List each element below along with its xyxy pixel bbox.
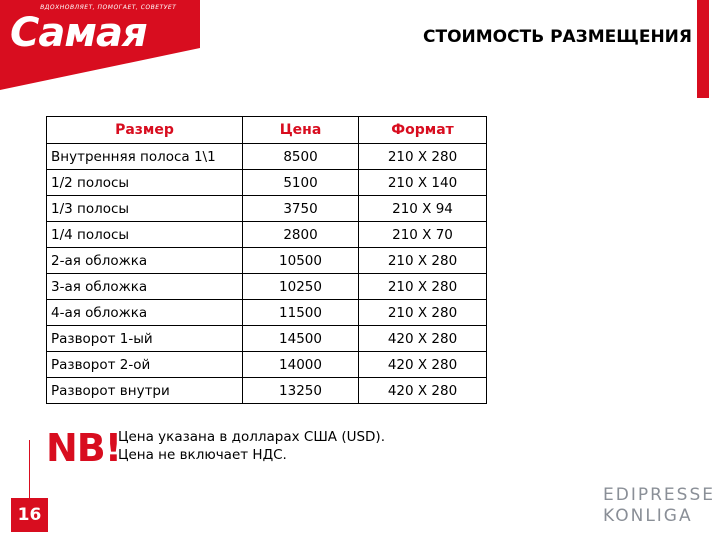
cell-price: 14500: [243, 326, 359, 352]
cell-price: 11500: [243, 300, 359, 326]
cell-price: 10250: [243, 274, 359, 300]
cell-price: 10500: [243, 248, 359, 274]
table-row: [47, 274, 487, 300]
column-header-price: Цена: [243, 117, 359, 144]
table-row: [47, 326, 487, 352]
cell-size: 4-ая обложка: [47, 300, 243, 326]
brand-logo: Самая: [10, 10, 147, 56]
cell-format: 210 X 280: [359, 248, 487, 274]
cell-price: 8500: [243, 144, 359, 170]
cell-size: Разворот 1-ый: [47, 326, 243, 352]
page-title: СТОИМОСТЬ РАЗМЕЩЕНИЯ: [423, 27, 692, 47]
price-note: [118, 428, 385, 464]
cell-size: Разворот внутри: [47, 378, 243, 404]
cell-size: Внутренняя полоса 1\1: [47, 144, 243, 170]
cell-price: 5100: [243, 170, 359, 196]
column-header-format: Формат: [359, 117, 487, 144]
divider: [29, 440, 30, 498]
cell-format: 210 X 280: [359, 274, 487, 300]
table-row: [47, 248, 487, 274]
cell-format: 210 X 70: [359, 222, 487, 248]
price-table: [46, 116, 487, 404]
brand-logo-area: [0, 0, 200, 90]
note-line: Цена указана в долларах США (USD).: [118, 429, 385, 445]
cell-price: 14000: [243, 352, 359, 378]
publisher-logo: [603, 485, 715, 527]
publisher-name-secondary: KONLIGA: [603, 506, 693, 526]
cell-format: 420 X 280: [359, 326, 487, 352]
cell-format: 420 X 280: [359, 378, 487, 404]
cell-price: 13250: [243, 378, 359, 404]
nb-label: NB!: [46, 426, 122, 470]
cell-size: 3-ая обложка: [47, 274, 243, 300]
table-row: [47, 196, 487, 222]
table-row: [47, 378, 487, 404]
cell-format: 210 X 280: [359, 144, 487, 170]
cell-size: 1/4 полосы: [47, 222, 243, 248]
column-header-size: Размер: [47, 117, 243, 144]
page-number: 16: [11, 498, 48, 532]
cell-price: 2800: [243, 222, 359, 248]
cell-format: 420 X 280: [359, 352, 487, 378]
accent-bar: [697, 0, 709, 98]
table-row: [47, 352, 487, 378]
table-row: [47, 170, 487, 196]
publisher-name: EDIPRESSE: [603, 485, 715, 505]
note-line: Цена не включает НДС.: [118, 447, 287, 463]
table-header-row: [47, 117, 487, 144]
cell-price: 3750: [243, 196, 359, 222]
cell-format: 210 X 94: [359, 196, 487, 222]
cell-size: 2-ая обложка: [47, 248, 243, 274]
table-row: [47, 222, 487, 248]
cell-format: 210 X 280: [359, 300, 487, 326]
brand-tagline: ВДОХНОВЛЯЕТ, ПОМОГАЕТ, СОВЕТУЕТ: [39, 4, 177, 11]
cell-size: 1/3 полосы: [47, 196, 243, 222]
table-row: [47, 144, 487, 170]
table-row: [47, 300, 487, 326]
cell-size: 1/2 полосы: [47, 170, 243, 196]
cell-format: 210 X 140: [359, 170, 487, 196]
cell-size: Разворот 2-ой: [47, 352, 243, 378]
